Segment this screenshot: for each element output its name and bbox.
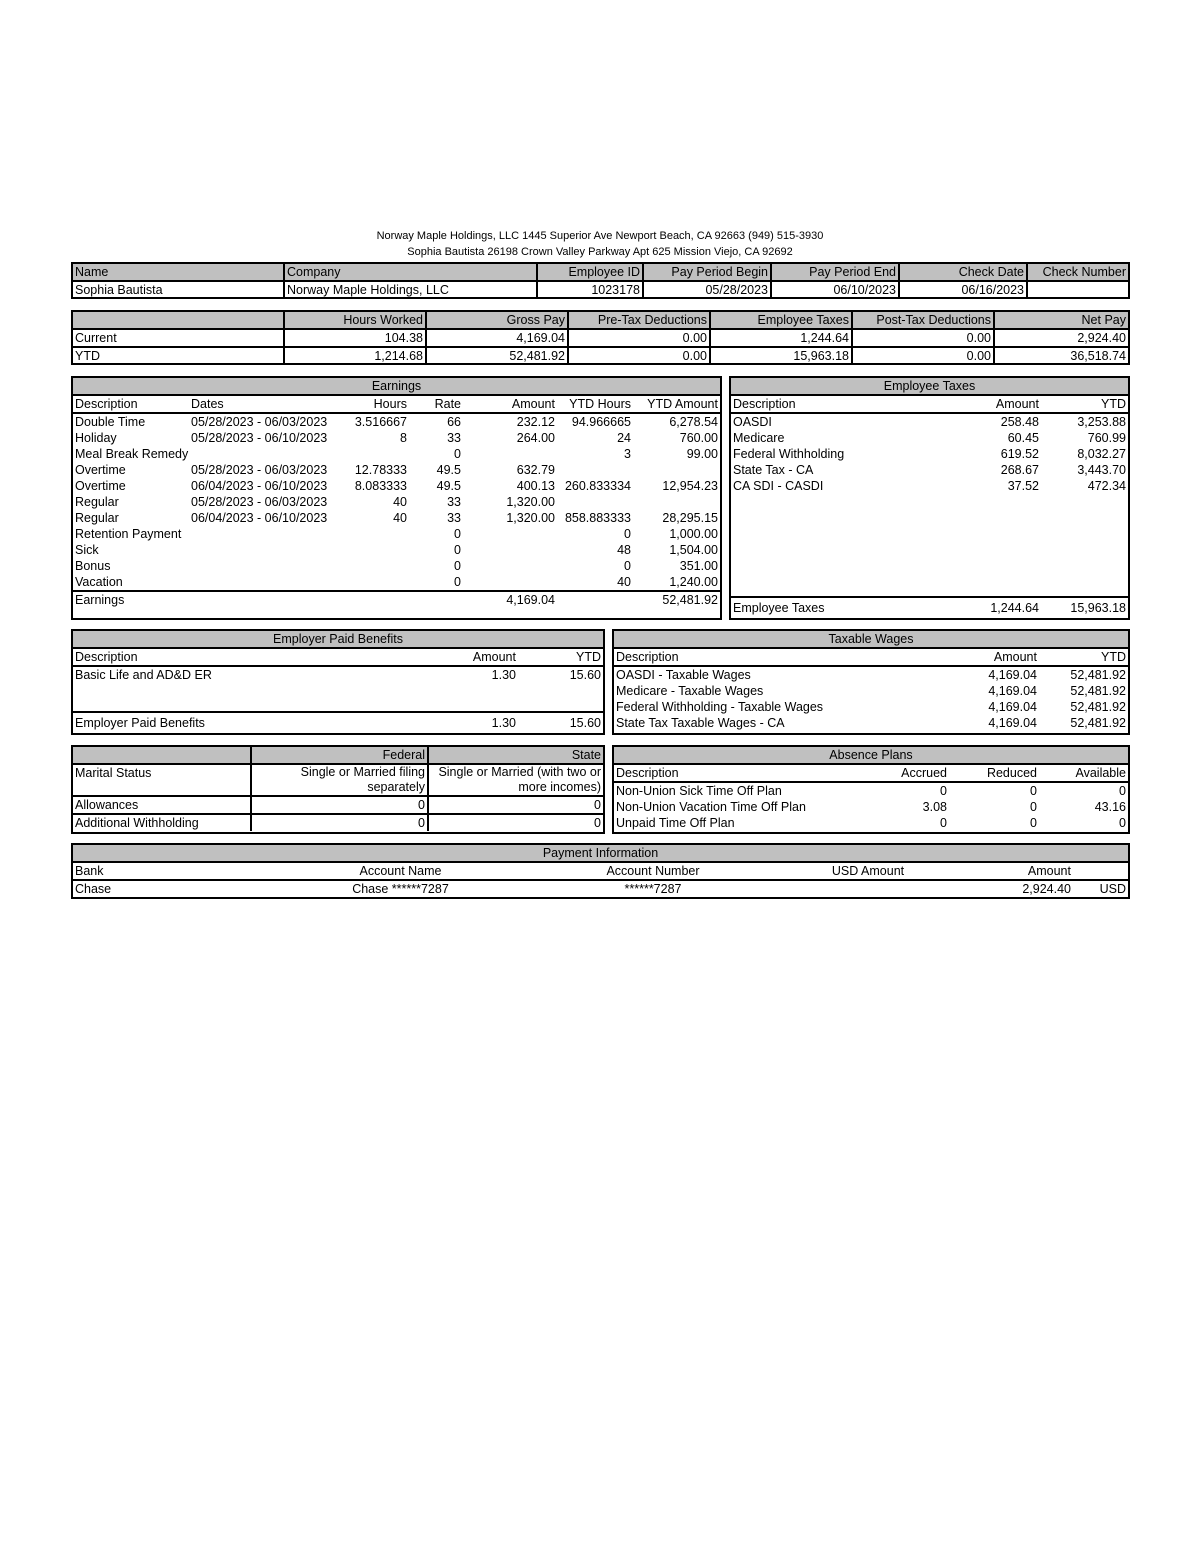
earnings-cell	[463, 542, 557, 558]
earnings-cell: 12,954.23	[662, 479, 718, 493]
earnings-cell: 8.083333	[354, 479, 407, 493]
employee-taxes-box	[729, 376, 1130, 620]
earnings-row	[73, 478, 720, 494]
earnings-row	[73, 413, 720, 430]
payment-info-box	[71, 843, 1130, 899]
taxable-wage-row	[614, 666, 1128, 683]
taxes-total-amount: 1,244.64	[990, 601, 1039, 615]
earnings-cell: 1,000.00	[669, 527, 718, 541]
earnings-row	[73, 462, 720, 478]
earnings-cell: Meal Break Remedy	[75, 447, 189, 461]
withholding-cell: 0	[594, 798, 601, 812]
absence-header: Description	[616, 766, 679, 780]
taxable-wage-row	[614, 683, 1128, 699]
absence-plan-cell: 0	[1030, 816, 1037, 830]
employee-tax-cell: 619.52	[1000, 447, 1039, 461]
earnings-cell: 99.00	[686, 447, 718, 461]
benefits-title: Employer Paid Benefits	[273, 632, 403, 646]
check-date: 06/16/2023	[899, 281, 1027, 298]
earnings-cell: 0	[454, 575, 461, 589]
earnings-cell: 264.00	[516, 431, 555, 445]
payment-header-bank: Bank	[75, 864, 104, 878]
earnings-total-ytd: 52,481.92	[662, 593, 718, 607]
summary-cell: 4,169.04	[426, 329, 568, 347]
absence-plan-row	[614, 799, 1128, 815]
earnings-box	[71, 376, 722, 620]
employee-tax-cell: 3,443.70	[1077, 463, 1126, 477]
earnings-cell: 06/04/2023 - 06/10/2023	[191, 479, 328, 493]
taxes-header: Amount	[995, 397, 1039, 411]
absence-plan-cell: 0	[1119, 784, 1126, 798]
payment-currency: USD	[1099, 882, 1126, 896]
earnings-cell	[189, 542, 349, 558]
benefits-total-amount: 1.30	[491, 716, 516, 730]
absence-plan-cell: 0	[1030, 784, 1037, 798]
benefits-row	[73, 666, 603, 683]
earnings-cell	[189, 558, 349, 574]
earnings-cell: 33	[447, 495, 461, 509]
earnings-cell: 6,278.54	[669, 415, 718, 429]
earnings-cell: 33	[447, 431, 461, 445]
earnings-header: Description	[75, 397, 138, 411]
earnings-cell: Double Time	[75, 415, 146, 429]
earnings-total-label: Earnings	[75, 593, 125, 607]
absence-plan-cell: Non-Union Sick Time Off Plan	[616, 784, 782, 798]
earnings-cell: 05/28/2023 - 06/03/2023	[191, 463, 328, 477]
earnings-cell: 49.5	[436, 479, 461, 493]
employee-tax-cell: OASDI	[733, 415, 772, 429]
absence-plan-cell: 0	[1119, 816, 1126, 830]
earnings-row	[73, 430, 720, 446]
earnings-cell: 05/28/2023 - 06/03/2023	[191, 415, 328, 429]
employee-tax-cell: 268.67	[1000, 463, 1039, 477]
state-marital-status: Single or Married (with two or more incomes)	[438, 765, 601, 794]
earnings-cell: 40	[617, 575, 631, 589]
taxable-wages-title: Taxable Wages	[828, 632, 914, 646]
earnings-cell: 1,504.00	[669, 543, 718, 557]
absence-plan-cell: Unpaid Time Off Plan	[616, 816, 735, 830]
earnings-cell: 1,320.00	[506, 495, 555, 509]
info-header-check-date: Check Date	[899, 264, 1027, 281]
earnings-cell: 351.00	[679, 559, 718, 573]
employee-header-line: Sophia Bautista 26198 Crown Valley Parkway Apt 625 Mission Viejo, CA 92692	[407, 246, 793, 258]
absence-plan-cell: 0	[940, 784, 947, 798]
company-header-line: Norway Maple Holdings, LLC 1445 Superior Ave Newport Beach, CA 92663 (949) 515-3930	[376, 230, 824, 242]
payment-account-number: ******7287	[624, 882, 682, 896]
marital-status-label: Marital Status	[73, 764, 251, 796]
employee-tax-cell: State Tax - CA	[733, 463, 814, 477]
payment-header-account-name: Account Name	[359, 864, 442, 878]
earnings-cell: 05/28/2023 - 06/03/2023	[191, 495, 328, 509]
taxable-wage-row	[614, 715, 1128, 731]
summary-cell: 104.38	[284, 329, 426, 347]
absence-title: Absence Plans	[829, 748, 913, 762]
earnings-cell	[633, 462, 720, 478]
earnings-cell	[189, 574, 349, 591]
employee-tax-row	[731, 430, 1128, 446]
info-header-employee-id: Employee ID	[537, 264, 643, 281]
earnings-cell	[349, 526, 409, 542]
withholding-cell: Allowances	[73, 796, 251, 814]
federal-marital-status: Single or Married filing separately	[251, 764, 428, 796]
withholding-cell: 0	[251, 796, 428, 814]
employee-id: 1023178	[537, 281, 643, 298]
earnings-cell: Vacation	[75, 575, 123, 589]
summary-header-gross: Gross Pay	[426, 312, 568, 329]
earnings-cell: 05/28/2023 - 06/10/2023	[191, 431, 328, 445]
earnings-cell: Bonus	[75, 559, 111, 573]
earnings-cell	[557, 494, 633, 510]
taxes-total-row	[731, 596, 1128, 618]
wages-header: YTD	[1101, 650, 1126, 664]
taxable-wage-cell: 4,169.04	[988, 684, 1037, 698]
withholding-row-additional	[73, 814, 603, 831]
summary-cell: 15,963.18	[710, 347, 852, 364]
employee-name: Sophia Bautista	[73, 281, 284, 298]
benefits-cell: Basic Life and AD&D ER	[75, 668, 212, 682]
earnings-cell	[463, 526, 557, 542]
earnings-header: Rate	[434, 397, 461, 411]
taxable-wage-row	[614, 699, 1128, 715]
benefits-cell: 15.60	[569, 668, 601, 682]
earnings-cell: 0	[624, 559, 631, 573]
summary-header-posttax: Post-Tax Deductions	[852, 312, 994, 329]
earnings-cell: Overtime	[75, 463, 126, 477]
earnings-cell: 12.78333	[354, 463, 407, 477]
summary-cell: 0.00	[568, 329, 710, 347]
withholding-box	[71, 745, 605, 834]
employee-tax-row	[731, 413, 1128, 430]
employee-tax-cell: 760.99	[1087, 431, 1126, 445]
absence-plan-cell: 3.08	[922, 800, 947, 814]
earnings-cell: 0	[454, 543, 461, 557]
earnings-cell: 49.5	[436, 463, 461, 477]
employee-tax-cell: Medicare	[733, 431, 785, 445]
earnings-cell: 48	[617, 543, 631, 557]
taxable-wage-cell: 52,481.92	[1070, 716, 1126, 730]
benefits-header: Amount	[472, 650, 516, 664]
earnings-cell: 760.00	[679, 431, 718, 445]
earnings-cell: 28,295.15	[662, 511, 718, 525]
summary-cell: 52,481.92	[426, 347, 568, 364]
earnings-cell: 06/04/2023 - 06/10/2023	[191, 511, 328, 525]
absence-plans-box	[612, 745, 1130, 834]
payment-bank: Chase	[75, 882, 112, 896]
earnings-cell: 260.833334	[564, 479, 631, 493]
taxes-total-ytd: 15,963.18	[1070, 601, 1126, 615]
earnings-cell: 3	[624, 447, 631, 461]
taxable-wage-cell: 4,169.04	[988, 700, 1037, 714]
withholding-header-federal: Federal	[251, 747, 428, 764]
taxable-wage-cell: Federal Withholding - Taxable Wages	[616, 700, 824, 714]
employee-tax-cell: 258.48	[1000, 415, 1039, 429]
absence-plan-cell: 0	[940, 816, 947, 830]
earnings-cell	[463, 558, 557, 574]
withholding-row-allowances	[73, 796, 603, 814]
earnings-row	[73, 526, 720, 542]
summary-row-current	[73, 329, 1128, 347]
benefits-header: Description	[75, 650, 138, 664]
summary-header-blank	[73, 312, 284, 329]
taxes-total-label: Employee Taxes	[733, 601, 825, 615]
payment-header-amount: Amount	[1027, 864, 1071, 878]
summary-cell: 36,518.74	[1070, 349, 1126, 363]
absence-header: Available	[1075, 766, 1126, 780]
earnings-cell: 3.516667	[354, 415, 407, 429]
employee-tax-row	[731, 446, 1128, 462]
withholding-cell: 0	[251, 814, 428, 831]
taxes-header: YTD	[1101, 397, 1126, 411]
earnings-cell	[349, 542, 409, 558]
summary-header-taxes: Employee Taxes	[710, 312, 852, 329]
absence-plan-cell: 0	[1030, 800, 1037, 814]
earnings-cell	[189, 526, 349, 542]
payment-title: Payment Information	[542, 846, 659, 860]
earnings-title: Earnings	[371, 379, 422, 393]
benefits-header: YTD	[576, 650, 601, 664]
payment-header-account-number: Account Number	[606, 864, 700, 878]
check-number	[1027, 281, 1128, 298]
earnings-header: YTD Hours	[569, 397, 631, 411]
summary-cell: 0.00	[852, 329, 994, 347]
taxable-wage-cell: 4,169.04	[988, 716, 1037, 730]
wages-header: Amount	[993, 650, 1037, 664]
employee-info-box	[71, 262, 1130, 299]
taxable-wage-cell: 52,481.92	[1070, 684, 1126, 698]
company-name: Norway Maple Holdings, LLC	[284, 281, 537, 298]
earnings-row	[73, 446, 720, 462]
earnings-cell	[349, 446, 409, 462]
earnings-header: YTD Amount	[647, 397, 718, 411]
info-header-period-begin: Pay Period Begin	[643, 264, 771, 281]
benefits-total-row	[73, 711, 603, 733]
earnings-cell: 40	[393, 495, 407, 509]
benefits-cell: 1.30	[491, 668, 516, 682]
pay-summary-box	[71, 310, 1130, 365]
employee-tax-cell: 37.52	[1007, 479, 1039, 493]
payment-header-usd-amount: USD Amount	[831, 864, 905, 878]
info-header-name: Name	[73, 264, 284, 281]
employee-tax-cell: 60.45	[1007, 431, 1039, 445]
earnings-cell: 24	[617, 431, 631, 445]
info-header-company: Company	[284, 264, 537, 281]
earnings-header: Amount	[511, 397, 555, 411]
earnings-cell: 33	[447, 511, 461, 525]
taxable-wage-cell: 52,481.92	[1070, 700, 1126, 714]
payment-account-name: Chase ******7287	[352, 882, 449, 896]
summary-cell: YTD	[73, 347, 284, 364]
info-header-period-end: Pay Period End	[771, 264, 899, 281]
employee-tax-row	[731, 462, 1128, 478]
summary-cell: 1,244.64	[710, 329, 852, 347]
withholding-header-state: State	[571, 748, 601, 762]
taxable-wages-box	[612, 629, 1130, 735]
earnings-cell: 0	[454, 559, 461, 573]
absence-header: Reduced	[986, 766, 1037, 780]
earnings-cell: 0	[624, 527, 631, 541]
earnings-cell	[189, 446, 349, 462]
pay-period-end: 06/10/2023	[771, 281, 899, 298]
taxable-wage-cell: OASDI - Taxable Wages	[616, 668, 751, 682]
earnings-cell: Retention Payment	[75, 527, 182, 541]
earnings-cell	[633, 494, 720, 510]
earnings-row	[73, 510, 720, 526]
earnings-cell: 400.13	[516, 479, 555, 493]
withholding-cell: Additional Withholding	[73, 814, 251, 831]
earnings-cell: 8	[400, 431, 407, 445]
summary-cell: 0.00	[852, 347, 994, 364]
earnings-cell: 0	[454, 447, 461, 461]
taxable-wage-cell: 52,481.92	[1070, 668, 1126, 682]
earnings-cell: 232.12	[516, 415, 555, 429]
earnings-cell	[557, 462, 633, 478]
earnings-header: Dates	[191, 397, 224, 411]
earnings-cell: Regular	[75, 495, 119, 509]
withholding-header-blank	[73, 747, 251, 764]
summary-header-net: Net Pay	[1081, 313, 1126, 327]
earnings-cell: Overtime	[75, 479, 126, 493]
earnings-cell: 632.79	[516, 463, 555, 477]
earnings-cell: 1,320.00	[506, 511, 555, 525]
employee-tax-row	[731, 478, 1128, 494]
employee-taxes-title: Employee Taxes	[883, 379, 976, 393]
absence-plan-row	[614, 815, 1128, 831]
earnings-cell: 40	[393, 511, 407, 525]
earnings-cell: Holiday	[75, 431, 117, 445]
taxable-wage-cell: Medicare - Taxable Wages	[616, 684, 764, 698]
absence-plan-cell: 43.16	[1094, 800, 1126, 814]
summary-cell: Current	[73, 329, 284, 347]
summary-header-hours: Hours Worked	[284, 312, 426, 329]
employer-benefits-box	[71, 629, 605, 735]
earnings-cell	[463, 574, 557, 591]
employee-tax-cell: Federal Withholding	[733, 447, 845, 461]
earnings-header: Hours	[373, 397, 407, 411]
summary-header-pretax: Pre-Tax Deductions	[568, 312, 710, 329]
benefits-total-label: Employer Paid Benefits	[75, 716, 205, 730]
summary-row-ytd	[73, 347, 1128, 364]
earnings-row	[73, 574, 720, 591]
absence-plan-cell: Non-Union Vacation Time Off Plan	[616, 800, 806, 814]
earnings-cell: 66	[447, 415, 461, 429]
earnings-cell: Regular	[75, 511, 119, 525]
earnings-row	[73, 558, 720, 574]
taxable-wage-cell: 4,169.04	[988, 668, 1037, 682]
earnings-cell: 858.883333	[564, 511, 631, 525]
earnings-cell	[349, 574, 409, 591]
wages-header: Description	[616, 650, 679, 664]
payment-amount: 2,924.40	[1022, 882, 1071, 896]
summary-cell: 1,214.68	[284, 347, 426, 364]
earnings-row	[73, 542, 720, 558]
payment-usd-amount	[778, 880, 958, 897]
employee-tax-cell: 472.34	[1087, 479, 1126, 493]
employee-tax-cell: 8,032.27	[1077, 447, 1126, 461]
earnings-row	[73, 494, 720, 510]
summary-cell: 0.00	[568, 347, 710, 364]
earnings-total-amount: 4,169.04	[506, 593, 555, 607]
employee-tax-cell: 3,253.88	[1077, 415, 1126, 429]
benefits-total-ytd: 15.60	[569, 716, 601, 730]
taxes-header: Description	[733, 397, 796, 411]
earnings-cell: 0	[454, 527, 461, 541]
earnings-cell	[349, 558, 409, 574]
absence-header: Accrued	[901, 766, 947, 780]
pay-period-begin: 05/28/2023	[643, 281, 771, 298]
earnings-cell: 1,240.00	[669, 575, 718, 589]
employee-tax-cell: CA SDI - CASDI	[733, 479, 824, 493]
taxable-wage-cell: State Tax Taxable Wages - CA	[616, 716, 785, 730]
info-header-check-number: Check Number	[1042, 265, 1126, 279]
earnings-cell	[463, 446, 557, 462]
absence-plan-row	[614, 782, 1128, 799]
summary-cell: 2,924.40	[1077, 331, 1126, 345]
withholding-cell: 0	[594, 816, 601, 830]
earnings-cell: Sick	[75, 543, 99, 557]
earnings-cell: 94.966665	[571, 415, 631, 429]
